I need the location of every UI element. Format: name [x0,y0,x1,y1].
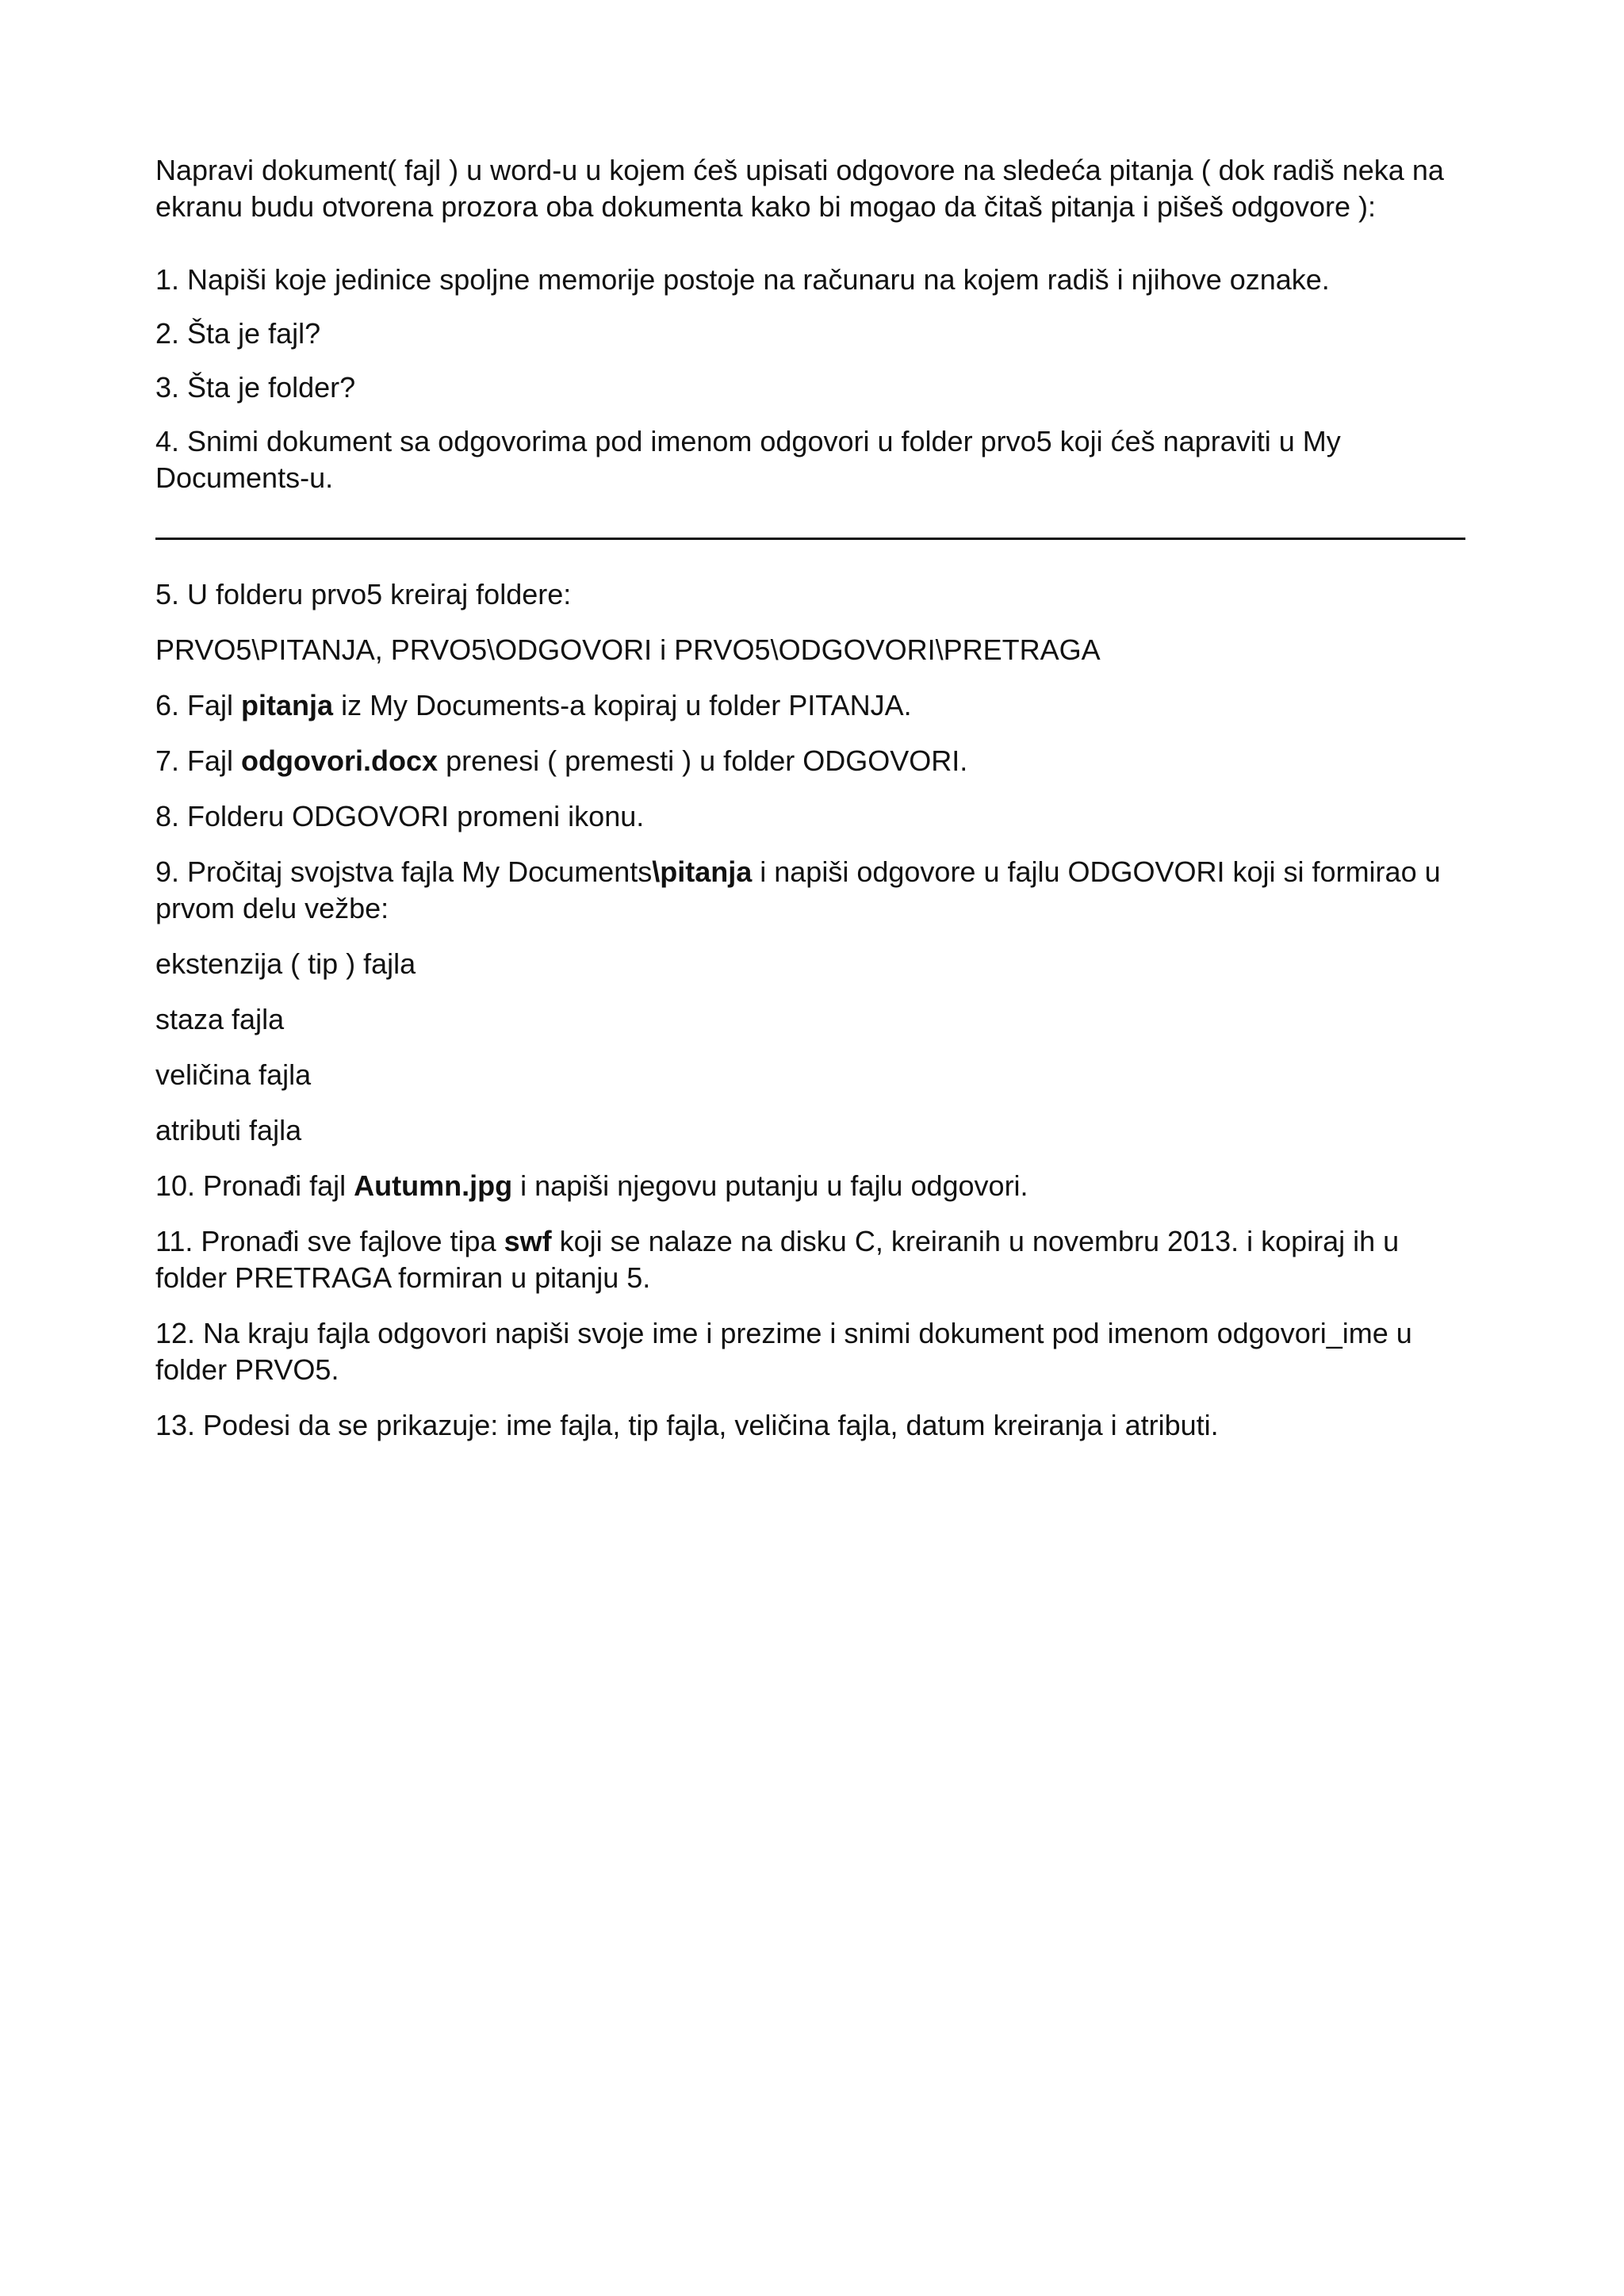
question-1: 1. Napiši koje jedinice spoljne memorije postoje na računaru na kojem radiš i njihove oznake. [155,263,1330,296]
question-6 [155,687,1472,724]
section-divider [155,538,1465,540]
question-7-text-a: 7. Fajl [155,744,242,777]
question-9-item-attributes: atributi fajla [155,1114,302,1146]
question-12: 12. Na kraju fajla odgovori napiši svoje ime i prezime i snimi dokument pod imenom odgovori_ime u folder PRVO5. [155,1317,1420,1386]
question-9-item-size: veličina fajla [155,1058,312,1091]
question-9-text-a: 9. Pročitaj svojstva fajla My Documents [155,855,653,888]
question-2: 2. Šta je fajl? [155,317,321,350]
question-8: 8. Folderu ODGOVORI promeni ikonu. [155,800,645,832]
question-7 [155,743,1472,779]
question-9-text-c: i napiši odgovore u fajlu ODGOVORI koji si formirao u prvom delu vežbe: [155,855,1449,924]
question-4: 4. Snimi dokument sa odgovorima pod imenom odgovori u folder prvo5 koji ćeš napraviti u My Documents-u. [155,425,1349,494]
question-10-bold: Autumn.jpg [354,1169,513,1202]
question-7-text-c: prenesi ( premesti ) u folder ODGOVORI. [438,744,968,777]
question-9 [155,854,1472,927]
question-6-text-c: iz My Documents-a kopiraj u folder PITANJA. [333,689,912,721]
question-11-bold: swf [504,1225,552,1257]
question-6-text-a: 6. Fajl [155,689,242,721]
question-9-item-extension: ekstenzija ( tip ) fajla [155,947,416,980]
question-5-paths: PRVO5\PITANJA, PRVO5\ODGOVORI i PRVO5\ODGOVORI\PRETRAGA [155,633,1101,666]
question-6-bold: pitanja [241,689,334,721]
question-10-text-c: i napiši njegovu putanju u fajlu odgovori. [512,1169,1028,1202]
question-11-text-a: 11. Pronađi sve fajlove tipa [155,1225,504,1257]
question-9-bold: \pitanja [652,855,753,888]
question-13: 13. Podesi da se prikazuje: ime fajla, tip fajla, veličina fajla, datum kreiranja i atributi. [155,1409,1219,1441]
document-page [155,152,1472,1444]
question-10 [155,1168,1472,1204]
question-11 [155,1223,1472,1296]
question-11-text-c: koji se nalaze na disku C, kreiranih u novembru 2013. i kopiraj ih u folder PRETRAGA formiran u pitanju 5. [155,1225,1408,1294]
intro-paragraph: Napravi dokument( fajl ) u word-u u kojem ćeš upisati odgovore na sledeća pitanja ( dok radiš neka na ekranu budu otvorena prozora oba dokumenta kako bi mogao da čitaš pitanja i pišeš odgovore ): [155,154,1452,223]
question-9-item-path: staza fajla [155,1003,285,1035]
question-3: 3. Šta je folder? [155,371,356,404]
question-7-bold: odgovori.docx [241,744,439,777]
question-5: 5. U folderu prvo5 kreiraj foldere: [155,578,572,610]
question-10-text-a: 10. Pronađi fajl [155,1169,354,1202]
